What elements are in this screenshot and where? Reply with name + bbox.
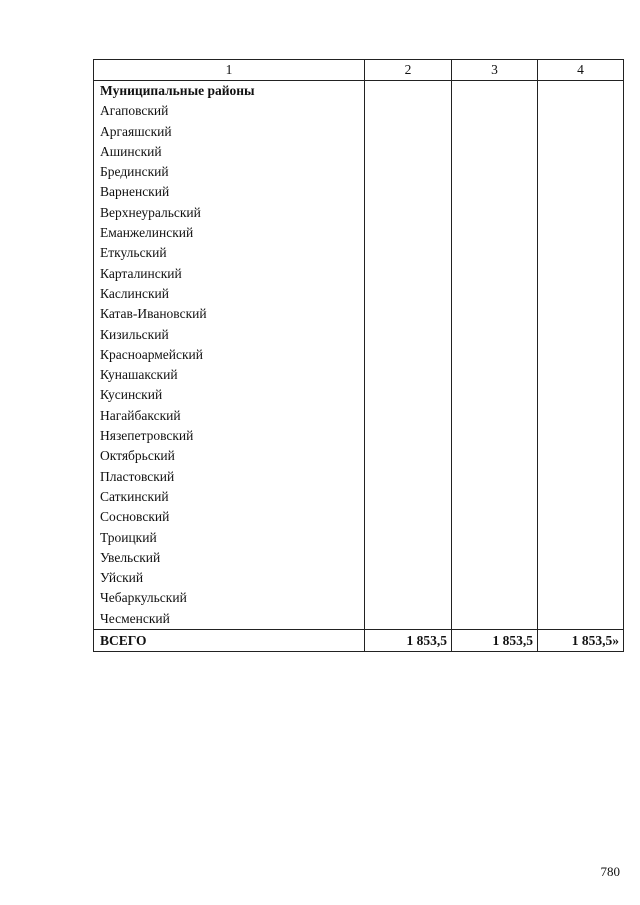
total-value-4: 1 853,5»: [538, 630, 624, 652]
table-row: [94, 122, 624, 142]
district-name: Нязепетровский: [94, 426, 365, 446]
value-cell-3: [452, 122, 538, 142]
header-cell-4: 4: [538, 60, 624, 81]
value-cell-4: [538, 142, 624, 162]
value-cell-2: [365, 142, 452, 162]
table-row: [94, 264, 624, 284]
value-cell-4: [538, 223, 624, 243]
table-row: [94, 406, 624, 426]
district-name: Карталинский: [94, 264, 365, 284]
district-name: Октябрьский: [94, 446, 365, 466]
value-cell-2: [365, 223, 452, 243]
value-cell-2: [365, 304, 452, 324]
value-cell-4: [538, 548, 624, 568]
value-cell-2: [365, 528, 452, 548]
value-cell-4: [538, 243, 624, 263]
value-cell-4: [538, 203, 624, 223]
district-name: Пластовский: [94, 467, 365, 487]
value-cell-3: [452, 528, 538, 548]
total-label: ВСЕГО: [94, 630, 365, 652]
table-row: [94, 548, 624, 568]
district-name: Агаповский: [94, 101, 365, 121]
value-cell-2: [365, 284, 452, 304]
value-cell-3: [452, 162, 538, 182]
value-cell-3: [452, 548, 538, 568]
district-name: Еткульский: [94, 243, 365, 263]
table-row: [94, 284, 624, 304]
table-row: [94, 446, 624, 466]
district-name: Брединский: [94, 162, 365, 182]
value-cell-4: [538, 325, 624, 345]
value-cell-4: [538, 264, 624, 284]
district-name: Ашинский: [94, 142, 365, 162]
total-row: [94, 630, 624, 652]
value-cell-2: [365, 101, 452, 121]
header-cell-1: 1: [94, 60, 365, 81]
table-row: [94, 243, 624, 263]
value-cell-2: [365, 507, 452, 527]
value-cell-2: [365, 345, 452, 365]
value-cell-2: [365, 467, 452, 487]
district-name: Чесменский: [94, 609, 365, 630]
district-name: Варненский: [94, 182, 365, 202]
value-cell-2: [365, 487, 452, 507]
value-cell-4: [538, 528, 624, 548]
value-cell-2: [365, 609, 452, 630]
value-cell-3: [452, 446, 538, 466]
table-row: [94, 304, 624, 324]
value-cell-2: [365, 264, 452, 284]
value-cell-4: [538, 609, 624, 630]
table-body: [94, 81, 624, 630]
table-row: [94, 101, 624, 121]
page-number: 780: [600, 864, 620, 879]
value-cell-2: [365, 365, 452, 385]
district-name: Нагайбакский: [94, 406, 365, 426]
value-cell-3: [452, 284, 538, 304]
value-cell-4: [538, 446, 624, 466]
value-cell-3: [452, 426, 538, 446]
value-cell-3: [452, 467, 538, 487]
table-row: [94, 182, 624, 202]
value-cell-3: [452, 223, 538, 243]
value-cell-3: [452, 365, 538, 385]
table-row: [94, 467, 624, 487]
district-name: Чебаркульский: [94, 588, 365, 608]
table-row: [94, 162, 624, 182]
value-cell-2: [365, 182, 452, 202]
table-row: [94, 568, 624, 588]
district-name: Верхнеуральский: [94, 203, 365, 223]
value-cell-3: [452, 588, 538, 608]
value-cell-4: [538, 588, 624, 608]
value-cell-2: [365, 406, 452, 426]
value-cell-3: [452, 325, 538, 345]
table-row: [94, 528, 624, 548]
value-cell-4: [538, 426, 624, 446]
table-row: [94, 223, 624, 243]
district-name: Красноармейский: [94, 345, 365, 365]
district-name: Уйский: [94, 568, 365, 588]
table-row: [94, 507, 624, 527]
value-cell-2: [365, 426, 452, 446]
district-name: Кунашакский: [94, 365, 365, 385]
table-row: [94, 588, 624, 608]
table-row: [94, 365, 624, 385]
total-value-3: 1 853,5: [452, 630, 538, 652]
total-value-2: 1 853,5: [365, 630, 452, 652]
value-cell-4: [538, 406, 624, 426]
district-name: Кизильский: [94, 325, 365, 345]
value-cell-3: [452, 507, 538, 527]
value-cell-4: [538, 507, 624, 527]
value-cell-4: [538, 365, 624, 385]
value-cell-4: [538, 162, 624, 182]
value-cell-4: [538, 284, 624, 304]
value-cell-3: [452, 609, 538, 630]
value-cell-4: [538, 568, 624, 588]
table-row: [94, 142, 624, 162]
district-name: Троицкий: [94, 528, 365, 548]
budget-table: [93, 59, 624, 652]
value-cell-2: [365, 162, 452, 182]
value-cell-2: [365, 203, 452, 223]
value-cell-2: [365, 325, 452, 345]
table-row: [94, 426, 624, 446]
district-name: Еманжелинский: [94, 223, 365, 243]
table-row: [94, 345, 624, 365]
value-cell-3: [452, 406, 538, 426]
value-cell-3: [452, 203, 538, 223]
header-row: [94, 60, 624, 81]
value-cell-3: [452, 568, 538, 588]
value-cell-4: [538, 304, 624, 324]
value-cell-4: [538, 487, 624, 507]
district-name: Аргаяшский: [94, 122, 365, 142]
value-cell-3: [452, 385, 538, 405]
section-title: Муниципальные районы: [94, 81, 365, 102]
district-name: Катав-Ивановский: [94, 304, 365, 324]
district-name: Увельский: [94, 548, 365, 568]
table-row: [94, 203, 624, 223]
district-name: Кусинский: [94, 385, 365, 405]
value-cell-2: [365, 243, 452, 263]
value-cell-4: [538, 345, 624, 365]
district-name: Каслинский: [94, 284, 365, 304]
header-cell-3: 3: [452, 60, 538, 81]
value-cell-3: [452, 487, 538, 507]
value-cell-3: [452, 304, 538, 324]
value-cell-2: [365, 122, 452, 142]
district-name: Сосновский: [94, 507, 365, 527]
value-cell-2: [365, 446, 452, 466]
section-row: [94, 81, 624, 102]
value-cell-4: [538, 385, 624, 405]
value-cell-2: [365, 385, 452, 405]
table-row: [94, 487, 624, 507]
header-cell-2: 2: [365, 60, 452, 81]
value-cell-2: [365, 548, 452, 568]
value-cell-4: [538, 122, 624, 142]
value-cell-3: [452, 182, 538, 202]
value-cell-2: [365, 568, 452, 588]
value-cell-3: [452, 243, 538, 263]
value-cell-4: [538, 101, 624, 121]
table-row: [94, 609, 624, 630]
district-name: Саткинский: [94, 487, 365, 507]
value-cell-4: [538, 182, 624, 202]
value-cell-2: [365, 588, 452, 608]
table-row: [94, 325, 624, 345]
value-cell-3: [452, 264, 538, 284]
value-cell-3: [452, 345, 538, 365]
table-row: [94, 385, 624, 405]
value-cell-3: [452, 101, 538, 121]
value-cell-4: [538, 467, 624, 487]
value-cell-3: [452, 142, 538, 162]
